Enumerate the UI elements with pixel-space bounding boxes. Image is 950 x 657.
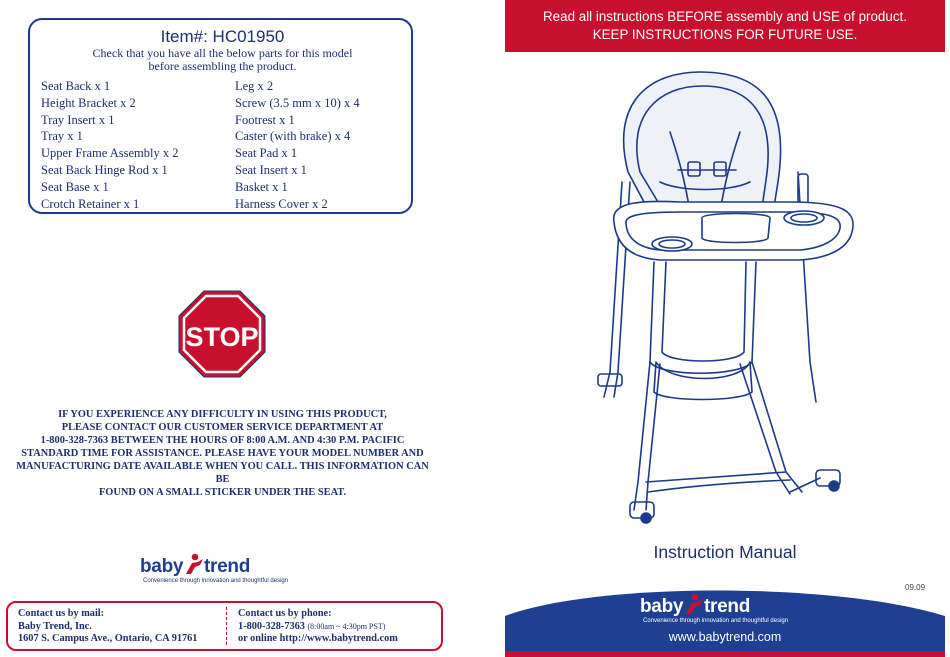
part-item: Seat Back x 1 [41,79,111,93]
part-item: Seat Pad x 1 [235,146,298,161]
brand-word-baby: baby [140,556,184,577]
instructions-warning-banner [505,0,945,52]
part-item: Caster (with brake) x 4 [235,129,351,144]
part-item: Upper Frame Assembly x 2 [41,146,179,161]
notice-line: IF YOU EXPERIENCE ANY DIFFICULTY IN USING THIS PRODUCT, [58,409,387,420]
part-item: Tray x 1 [41,129,83,144]
parts-check-note [30,47,415,73]
figure-logo-icon [186,554,203,574]
phone-heading: Contact us by phone: [238,608,332,619]
contact-divider [226,607,227,645]
high-chair-illustration [590,62,870,532]
manual-title: Instruction Manual [653,542,797,562]
mail-heading: Contact us by mail: [18,608,105,619]
part-item: Height Bracket x 2 [41,95,136,110]
contact-phone-section [238,608,398,646]
company-name: Baby Trend, Inc. [18,620,92,632]
date-code: 09.09 [905,583,926,592]
part-item: Footrest x 1 [235,112,295,127]
brand-word-trend: trend [704,596,751,617]
part-item: Harness Cover x 2 [235,196,328,211]
stop-sign-icon [178,290,266,378]
banner-line-2: KEEP INSTRUCTIONS FOR FUTURE USE. [592,27,858,42]
notice-line: 1-800-328-7363 BETWEEN THE HOURS OF 8:00 A.M. AND 4:30 P.M. PACIFIC [40,435,405,446]
website-url: www.babytrend.com [668,630,782,644]
figure-logo-icon [686,594,703,614]
part-item: Seat Insert x 1 [235,162,307,177]
part-item: Screw (3.5 mm x 10) x 4 [235,95,360,110]
parts-check-line: before assembling the product. [148,59,297,73]
online-contact: or online http://www.babytrend.com [238,633,398,645]
notice-line: MANUFACTURING DATE AVAILABLE WHEN YOU CALL. THIS INFORMATION CAN BE [16,461,429,485]
phone-number: 1-800-328-7363 [238,620,305,632]
notice-line: PLEASE CONTACT OUR CUSTOMER SERVICE DEPARTMENT AT [61,422,384,433]
customer-service-notice [10,408,435,499]
stop-sign-text: STOP [185,322,259,352]
banner-line-1: Read all instructions BEFORE assembly and USE of product. [543,9,907,24]
brand-word-trend: trend [204,556,251,577]
parts-list-box [28,18,413,214]
part-item: Seat Back Hinge Rod x 1 [41,162,168,177]
part-item: Seat Base x 1 [41,179,109,194]
contact-info-box [6,601,443,651]
part-item: Crotch Retainer x 1 [41,196,140,211]
notice-line: FOUND ON A SMALL STICKER UNDER THE SEAT. [98,487,347,498]
baby-trend-logo-cover [640,590,820,630]
parts-column-right [235,78,360,212]
brand-tagline: Convenience through innovation and thoughtful design [143,578,289,584]
brand-tagline: Convenience through innovation and thoughtful design [643,618,789,624]
part-item: Leg x 2 [235,79,274,93]
part-item: Tray Insert x 1 [41,112,115,127]
part-item: Basket x 1 [235,179,288,194]
parts-column-left [41,78,178,212]
baby-trend-logo [140,550,320,590]
bottom-red-stripe [505,651,945,657]
parts-check-line: Check that you have all the below parts for this model [92,46,353,60]
contact-mail-section [18,608,197,646]
item-number-title: Item#: HC01950 [160,27,285,46]
notice-line: STANDARD TIME FOR ASSISTANCE. PLEASE HAVE YOUR MODEL NUMBER AND [21,448,424,459]
phone-hours: (8:00am ~ 4:30pm PST) [307,621,386,631]
brand-word-baby: baby [640,596,684,617]
mail-address: 1607 S. Campus Ave., Ontario, CA 91761 [18,633,198,645]
